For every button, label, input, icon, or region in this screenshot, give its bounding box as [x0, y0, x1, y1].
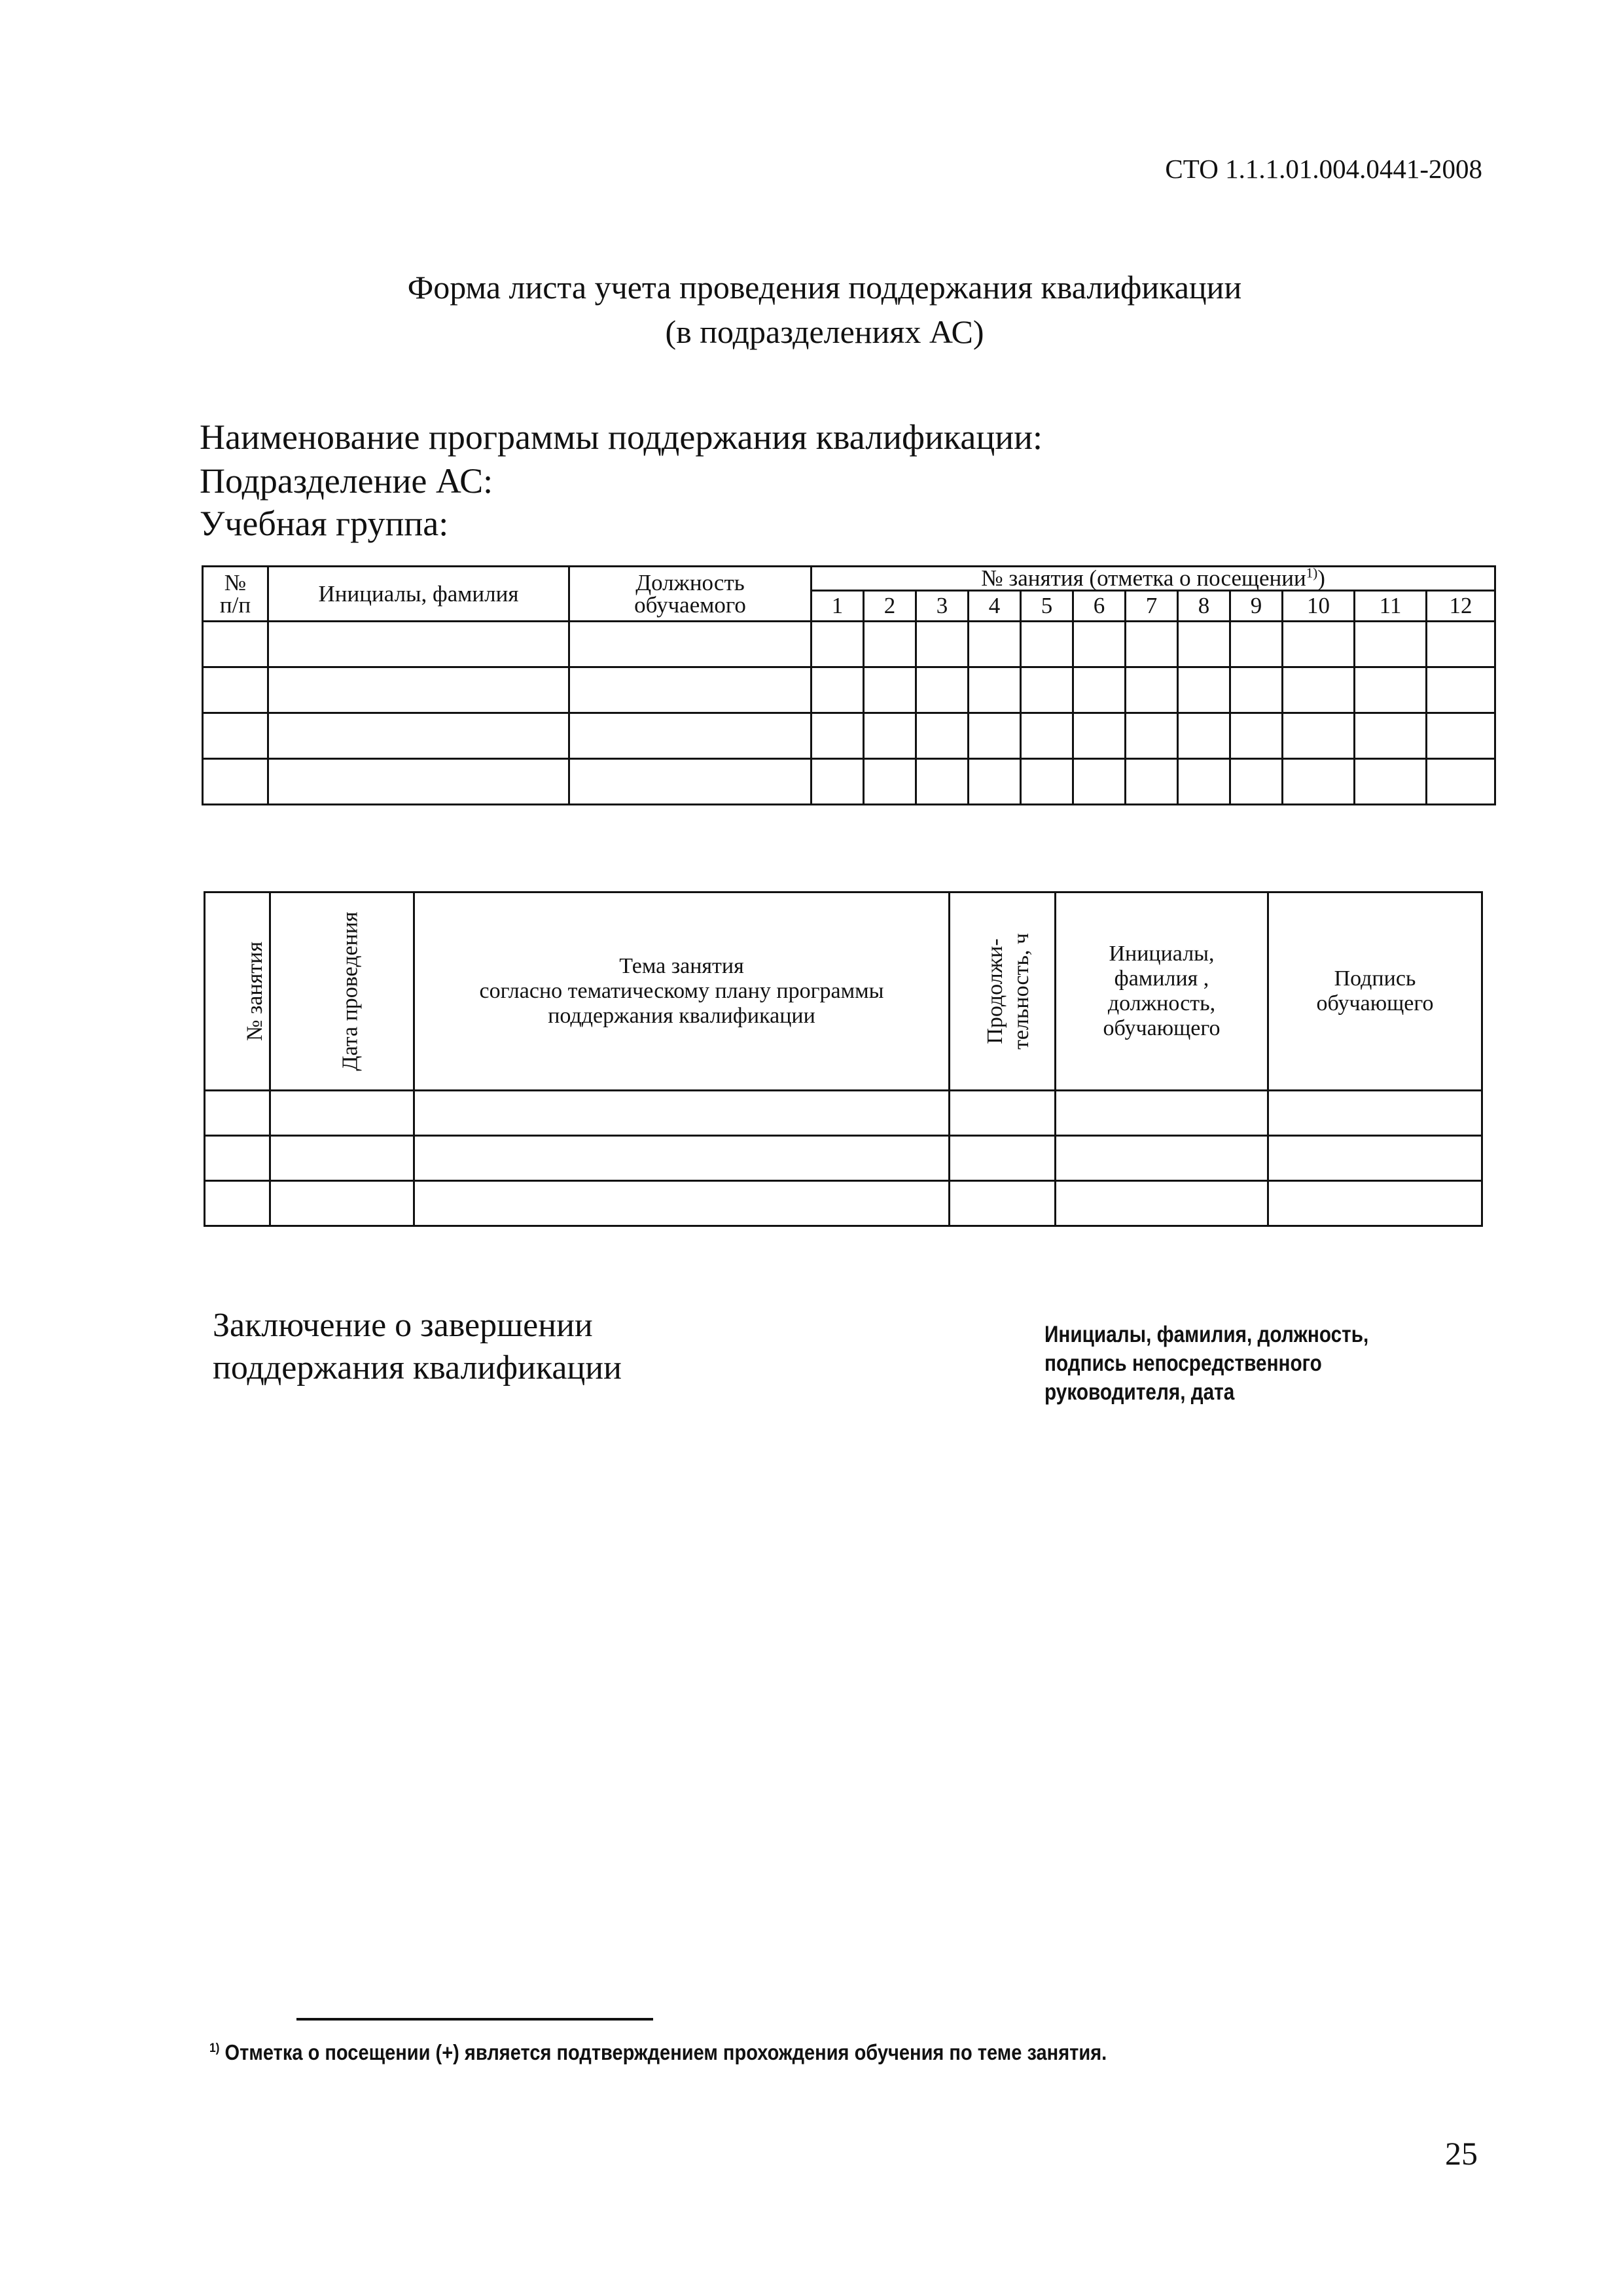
attendance-table — [202, 565, 1496, 805]
study-group-field: Учебная группа: — [200, 504, 449, 543]
col-duration-header: Продолжи- тельность, ч — [950, 892, 1056, 1091]
session-number: 1 — [812, 591, 864, 622]
page-number: 25 — [1445, 2135, 1478, 2172]
signature-note-line2: подпись непосредственного — [1044, 1351, 1322, 1376]
session-number: 2 — [864, 591, 916, 622]
session-number: 5 — [1021, 591, 1073, 622]
col-sessions-header: № занятия (отметка о посещении$^{1)}$) — [812, 567, 1495, 591]
session-number: 7 — [1126, 591, 1178, 622]
col-signature-header: Подпись обучающего — [1268, 892, 1482, 1091]
conclusion-line2: поддержания квалификации — [213, 1349, 622, 1386]
program-name-field: Наименование программы поддержания квалификации: — [200, 417, 1043, 457]
session-number: 9 — [1230, 591, 1283, 622]
session-number: 12 — [1427, 591, 1495, 622]
footnote-separator — [296, 2018, 653, 2021]
sessions-table — [204, 891, 1483, 1227]
table-row — [203, 667, 1495, 713]
signature-note-line1: Инициалы, фамилия, должность, — [1044, 1322, 1369, 1347]
session-number: 3 — [916, 591, 969, 622]
table-row — [205, 1091, 1482, 1136]
signature-note-line3: руководителя, дата — [1044, 1379, 1235, 1405]
division-field: Подразделение АС: — [200, 461, 493, 501]
session-number: 10 — [1283, 591, 1355, 622]
table-row — [203, 622, 1495, 667]
table-row — [203, 759, 1495, 805]
table-row — [203, 713, 1495, 759]
table-row — [205, 1136, 1482, 1181]
footnote: $^{1)}$ Отметка о посещении (+) является подтверждением прохождения обучения по теме занятия. — [209, 2040, 1107, 2064]
conclusion-line1: Заключение о завершении — [213, 1307, 593, 1344]
session-number: 11 — [1355, 591, 1427, 622]
session-number: 6 — [1073, 591, 1126, 622]
session-number: 8 — [1178, 591, 1230, 622]
col-session-number-header: № занятия — [205, 892, 270, 1091]
table-row — [205, 1181, 1482, 1226]
document-code: СТО 1.1.1.01.004.0441-2008 — [1165, 154, 1482, 184]
session-number: 4 — [969, 591, 1021, 622]
col-number-header: № п/п — [203, 567, 268, 622]
col-topic-header: Тема занятия согласно тематическому плану программы поддержания квалификации — [414, 892, 950, 1091]
col-trainer-header: Инициалы, фамилия , должность, обучающего — [1056, 892, 1268, 1091]
form-title-line2: (в подразделениях АС) — [665, 313, 984, 350]
col-name-header: Инициалы, фамилия — [268, 567, 569, 622]
col-position-header: Должность обучаемого — [569, 567, 812, 622]
col-date-header: Дата проведения — [270, 892, 414, 1091]
form-title-line1: Форма листа учета проведения поддержания квалификации — [407, 269, 1242, 306]
